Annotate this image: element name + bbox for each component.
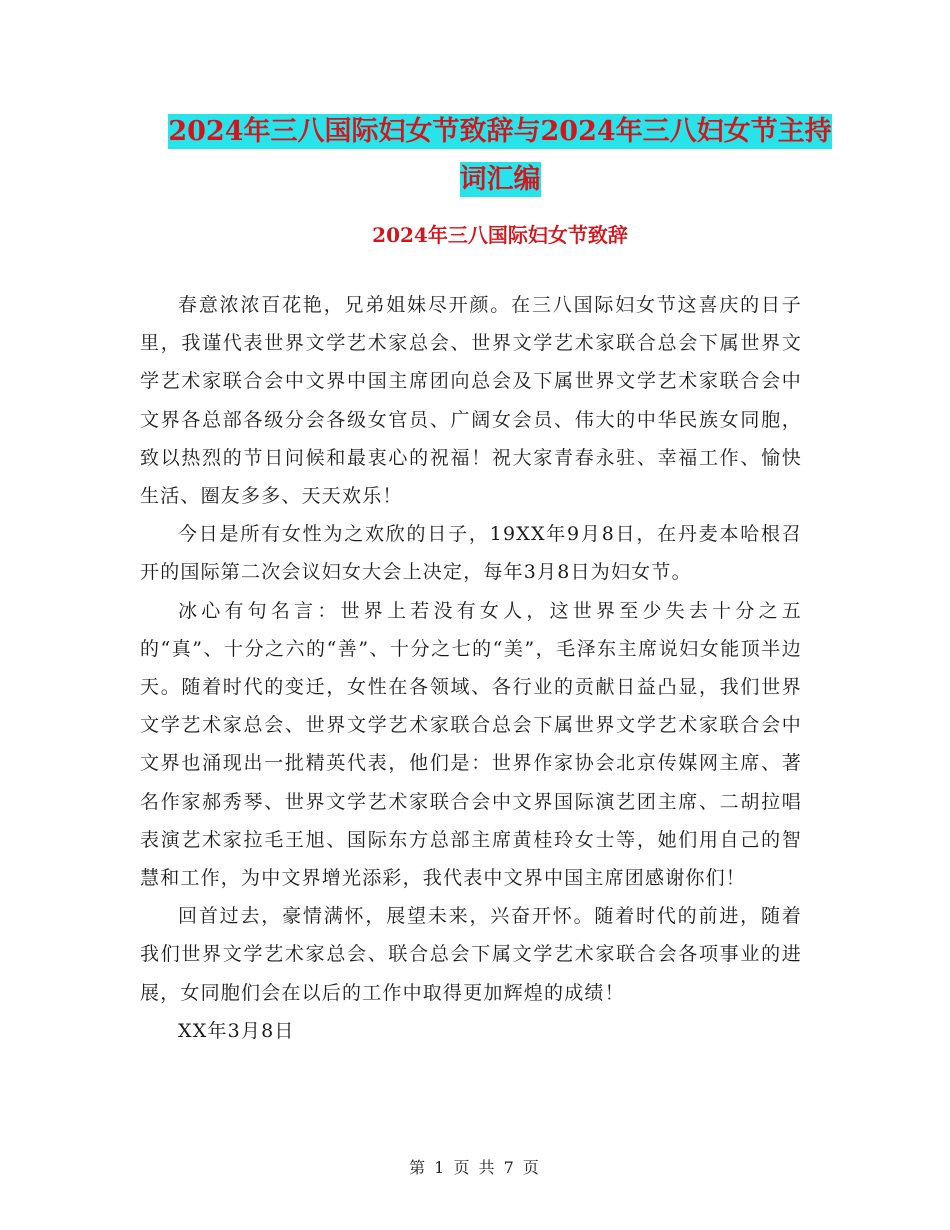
paragraph-4: 回首过去，豪情满怀，展望未来，兴奋开怀。随着时代的前进，随着我们世界文学艺术家总会、联合总会下属文学艺术家联合会各项事业的进展，女同胞们会在以后的工作中取得更加辉煌的成绩！ bbox=[140, 905, 802, 1004]
document-title bbox=[140, 108, 860, 204]
document-body bbox=[140, 286, 802, 1050]
paragraph-3: 冰心有句名言：世界上若没有女人，这世界至少失去十分之五的“真”、十分之六的“善”、十分之七的“美”，毛泽东主席说妇女能顶半边天。随着时代的变迁，女性在各领域、各行业的贡献日益凸显，我们世界文学艺术家总会、世界文学艺术家联合总会下属世界文学艺术家联合会中文界也涌现出一批精英代表，他们是：世界作家协会北京传媒网主席、著名作家郝秀琴、世界文学艺术家联合会中文界国际演艺团主席、二胡拉唱表演艺术家拉毛王旭、国际东方总部主席黄桂玲女士等，她们用自己的智慧和工作，为中文界增光添彩，我代表中文界中国主席团感谢你们！ bbox=[140, 599, 802, 890]
section-title: 2024年三八国际妇女节致辞 bbox=[372, 223, 628, 247]
page-footer: 第 1 页 共 7 页 bbox=[409, 1158, 541, 1177]
document-title-line2: 词汇编 bbox=[459, 164, 541, 195]
date-line: XX年3月8日 bbox=[178, 1019, 295, 1042]
paragraph-1: 春意浓浓百花艳，兄弟姐妹尽开颜。在三八国际妇女节这喜庆的日子里，我谨代表世界文学艺术家总会、世界文学艺术家联合总会下属世界文学艺术家联合会中文界中国主席团向总会及下属世界文学艺术家联合会中文界各总部各级分会各级女官员、广阔女会员、伟大的中华民族女同胞，致以热烈的节日问候和最衷心的祝福！祝大家青春永驻、幸福工作、愉快生活、圈友多多、天天欢乐！ bbox=[140, 294, 802, 508]
paragraph-2: 今日是所有女性为之欢欣的日子，19XX年9月8日，在丹麦本哈根召开的国际第二次会议妇女大会上决定，每年3月8日为妇女节。 bbox=[140, 523, 802, 584]
document-title-line1: 2024年三八国际妇女节致辞与2024年三八妇女节主持 bbox=[168, 116, 832, 147]
